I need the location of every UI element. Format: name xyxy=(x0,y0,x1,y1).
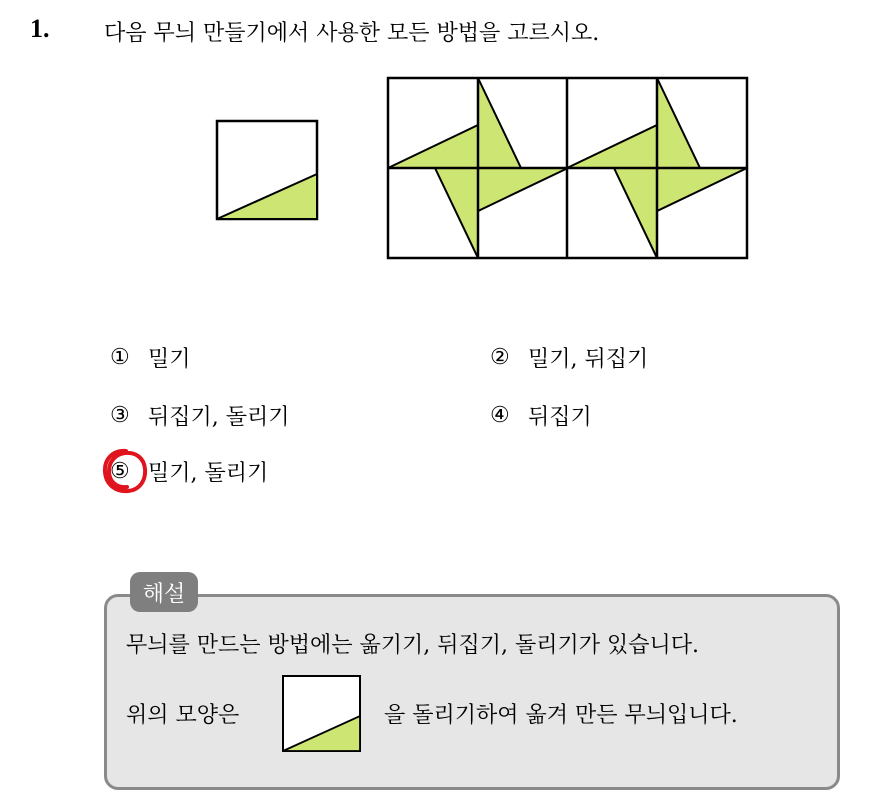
explanation-tile-figure xyxy=(281,674,363,754)
explanation-tab: 해설 xyxy=(130,572,198,612)
choice-1[interactable] xyxy=(110,342,191,373)
choice-label: 뒤집기 xyxy=(528,405,592,430)
question-text: 다음 무늬 만들기에서 사용한 모든 방법을 고르시오. xyxy=(104,21,600,46)
answer-circle-mark xyxy=(100,446,150,496)
choice-number: ④ xyxy=(490,403,510,428)
choice-number: ⑤ xyxy=(110,459,130,484)
choice-4[interactable] xyxy=(490,400,592,431)
explanation-panel xyxy=(104,594,840,790)
choice-number: ③ xyxy=(110,403,130,428)
pattern-grid-lines xyxy=(388,78,747,258)
explanation-line-1: 무늬를 만드는 방법에는 옮기기, 뒤집기, 돌리기가 있습니다. xyxy=(126,633,699,658)
pattern-grid-figure xyxy=(386,76,750,262)
choice-2[interactable] xyxy=(490,342,648,373)
choice-number: ② xyxy=(490,345,510,370)
choice-label: 밀기 xyxy=(148,347,191,372)
single-tile-figure xyxy=(214,118,320,222)
choice-3[interactable] xyxy=(110,400,290,431)
choice-label: 뒤집기, 돌리기 xyxy=(148,405,290,430)
explanation-line-2-after: 을 돌리기하여 옮겨 만든 무늬입니다. xyxy=(384,703,738,728)
question-number: 1. xyxy=(30,14,50,43)
choice-number: ① xyxy=(110,345,130,370)
choice-label: 밀기, 뒤집기 xyxy=(528,347,649,372)
choice-label: 밀기, 돌리기 xyxy=(148,461,269,486)
explanation-line-2-before: 위의 모양은 xyxy=(126,703,240,728)
